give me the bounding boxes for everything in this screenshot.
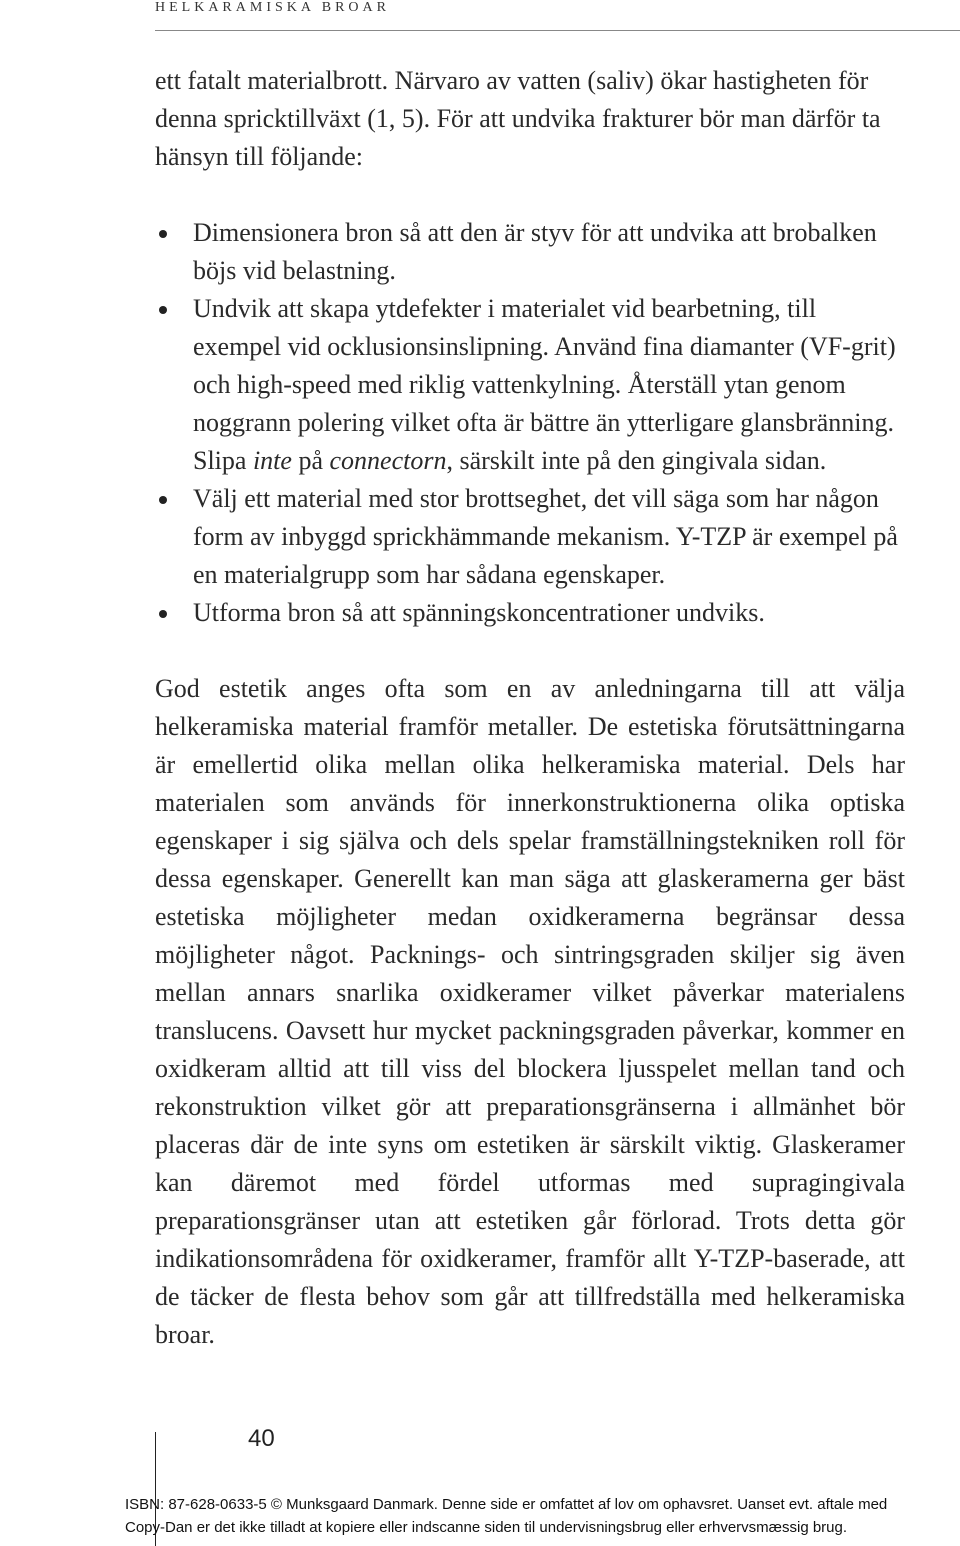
- footer-line: ISBN: 87-628-0633-5 © Munksgaard Danmark. Denne side er omfattet af lov om ophavsret. Uanset evt. aftale med: [125, 1496, 888, 1513]
- emphasis-inte: inte: [252, 446, 292, 475]
- list-item-text: Dimensionera bron så att den är styv för att undvika att brobalken böjs vid belastning.: [193, 218, 877, 285]
- page-body: [155, 62, 905, 1354]
- list-item-text: Utforma bron så att spänningskoncentrationer undviks.: [193, 598, 765, 627]
- bullet-icon: [159, 610, 167, 618]
- running-head: [155, 0, 960, 31]
- list-item: [155, 594, 905, 632]
- list-item-text: Undvik att skapa ytdefekter i materialet vid bearbetning, till exempel vid ocklusionsinslipning. Använd fina diamanter (VF-grit) och high-speed med riklig vattenkylning. Återställ ytan genom noggrann polering vilket ofta är bättre än ytterligare glansbränning. Slipa: [193, 294, 896, 475]
- copyright-footer: [125, 1493, 960, 1539]
- intro-paragraph: ett fatalt materialbrott. Närvaro av vatten (saliv) ökar hastigheten för denna spricktillväxt (1, 5). För att undvika frakturer bör man därför ta hänsyn till följande:: [155, 66, 881, 171]
- list-item-text: Välj ett material med stor brottseghet, det vill säga som har någon form av inbyggd sprickhämmande mekanism. Y-TZP är exempel på en materialgrupp som har sådana egenskaper.: [193, 484, 898, 589]
- list-item-text: på: [291, 446, 330, 475]
- emphasis-connectorn: connectorn: [329, 446, 447, 475]
- list-item: [155, 480, 905, 594]
- list-item-text: , särskilt inte på den gingivala sidan.: [446, 446, 827, 475]
- bullet-icon: [159, 496, 167, 504]
- list-item: [155, 214, 905, 290]
- bullet-icon: [159, 306, 167, 314]
- bullet-icon: [159, 230, 167, 238]
- aesthetics-paragraph: God estetik anges ofta som en av anledningarna till att välja helkeramiska material framför metaller. De estetiska förutsättningarna är emellertid olika mellan olika helkeramiska material. Dels har materialen som används för innerkonstruktionerna olika optiska egenskaper i sig själva och dels spelar framställningstekniken roll för dessa egenskaper. Generellt kan man säga att glaskeramerna ger bäst estetiska möjligheter medan oxidkeramerna begränsar dessa möjligheter något. Packnings- och sintringsgraden skiljer sig även mellan annars snarlika oxidkeramer vilket påverkar materialens translucens. Oavsett hur mycket packningsgraden påverkar, kommer en oxidkeram alltid att till viss del blockera ljusspelet mellan tand och rekonstruktion vilket gör att preparationsgränserna i allmänhet bör placeras där de inte syns om estetiken är särskilt viktig. Glaskeramer kan däremot med fördel utformas med supragingivala preparationsgränser utan att estetiken går förlorad. Trots detta gör indikationsområdena för oxidkeramer, framför allt Y-TZP-baserade, att de täcker de flesta behov som går att tillfredställa med helkeramiska broar.: [155, 674, 905, 1349]
- footer-line: Copy-Dan er det ikke tilladt at kopiere eller indscanne siden til undervisningsbrug eller erhvervsmæssig brug.: [125, 1519, 848, 1536]
- list-item: [155, 290, 905, 480]
- guideline-list: [155, 214, 905, 632]
- page-number: 40: [248, 1425, 275, 1452]
- running-head-title: HELKARAMISKA BROAR: [155, 0, 390, 15]
